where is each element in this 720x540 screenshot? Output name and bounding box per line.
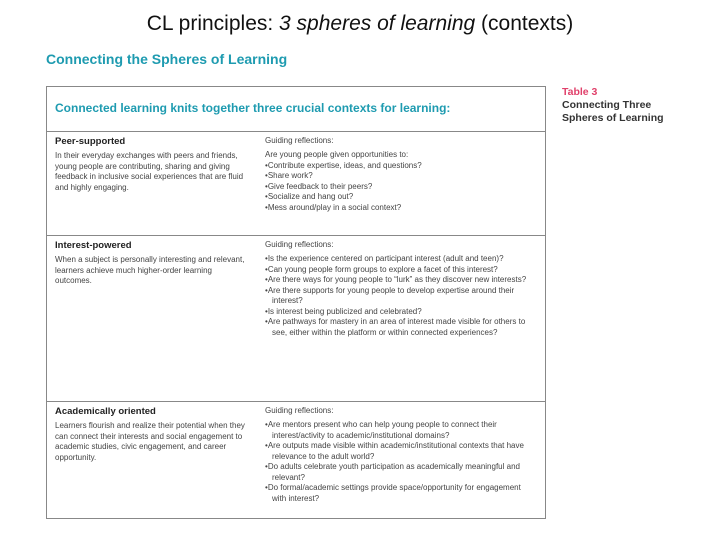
row-description: When a subject is personally interesting and relevant, learners achieve much higher-order learning outcomes.: [55, 255, 245, 285]
guide-item: • Mess around/play in a social context?: [265, 203, 535, 214]
guide-item: • Are mentors present who can help young people to connect their interest/activity to academic/institutional domains?: [265, 420, 535, 441]
guide-item: • Give feedback to their peers?: [265, 182, 535, 193]
guide-title: Guiding reflections:: [265, 406, 334, 415]
guide-item: • Is the experience centered on participant interest (adult and teen)?: [265, 254, 535, 265]
table-label: [562, 86, 664, 125]
guide-item: • Are outputs made visible within academic/institutional contexts that have relevance to the adult world?: [265, 441, 535, 462]
spheres-table: [46, 86, 546, 519]
row-right-cell: [265, 240, 535, 338]
row-description: In their everyday exchanges with peers and friends, young people are contributing, sharing and giving feedback in inclusive social experiences that are fluid and highly engaging.: [55, 151, 244, 192]
guide-title: Guiding reflections:: [265, 240, 334, 249]
row-right-cell: [265, 406, 535, 504]
guide-list: [265, 420, 535, 504]
row-title: Academically oriented: [55, 406, 156, 417]
table-row-interest-powered: [47, 236, 545, 402]
guide-item: • Do adults celebrate youth participation as academically meaningful and relevant?: [265, 462, 535, 483]
row-left-cell: [55, 240, 245, 287]
guide-item: • Are there ways for young people to “lurk” as they discover new interests?: [265, 275, 535, 286]
guide-list: [265, 254, 535, 338]
guide-item: • Are pathways for mastery in an area of interest made visible for others to see, either within the platform or within connected experiences?: [265, 317, 535, 338]
slide-title-prefix: CL principles:: [146, 12, 280, 35]
row-right-cell: [265, 136, 535, 213]
guide-item: • Share work?: [265, 171, 535, 182]
slide-title-italic: 3 spheres of learning: [279, 12, 476, 35]
guide-item: • Is interest being publicized and celebrated?: [265, 307, 535, 318]
guide-list: [265, 161, 535, 214]
guide-title: Guiding reflections:: [265, 136, 334, 145]
table-row-academically-oriented: [47, 402, 545, 518]
slide-title-suffix: (contexts): [475, 12, 574, 35]
table-number: Table 3: [562, 86, 598, 98]
table-row-peer-supported: [47, 132, 545, 236]
row-description: Learners flourish and realize their potential when they can connect their interests and social engagement to academic studies, civic engagement, and career opportunity.: [55, 421, 245, 462]
row-title: Interest-powered: [55, 240, 132, 251]
guide-item: • Are there supports for young people to develop expertise around their interest?: [265, 286, 535, 307]
row-title: Peer-supported: [55, 136, 126, 147]
slide-title: [0, 12, 720, 36]
row-left-cell: [55, 406, 245, 463]
guide-intro: Are young people given opportunities to:: [265, 150, 409, 159]
section-title: Connecting the Spheres of Learning: [46, 51, 288, 67]
row-left-cell: [55, 136, 245, 193]
guide-item: • Contribute expertise, ideas, and questions?: [265, 161, 535, 172]
guide-item: • Do formal/academic settings provide space/opportunity for engagement with interest?: [265, 483, 535, 504]
guide-item: • Socialize and hang out?: [265, 192, 535, 203]
table-header: Connected learning knits together three crucial contexts for learning:: [47, 87, 545, 132]
guide-item: • Can young people form groups to explore a facet of this interest?: [265, 265, 535, 276]
table-caption: Connecting Three Spheres of Learning: [562, 99, 664, 124]
